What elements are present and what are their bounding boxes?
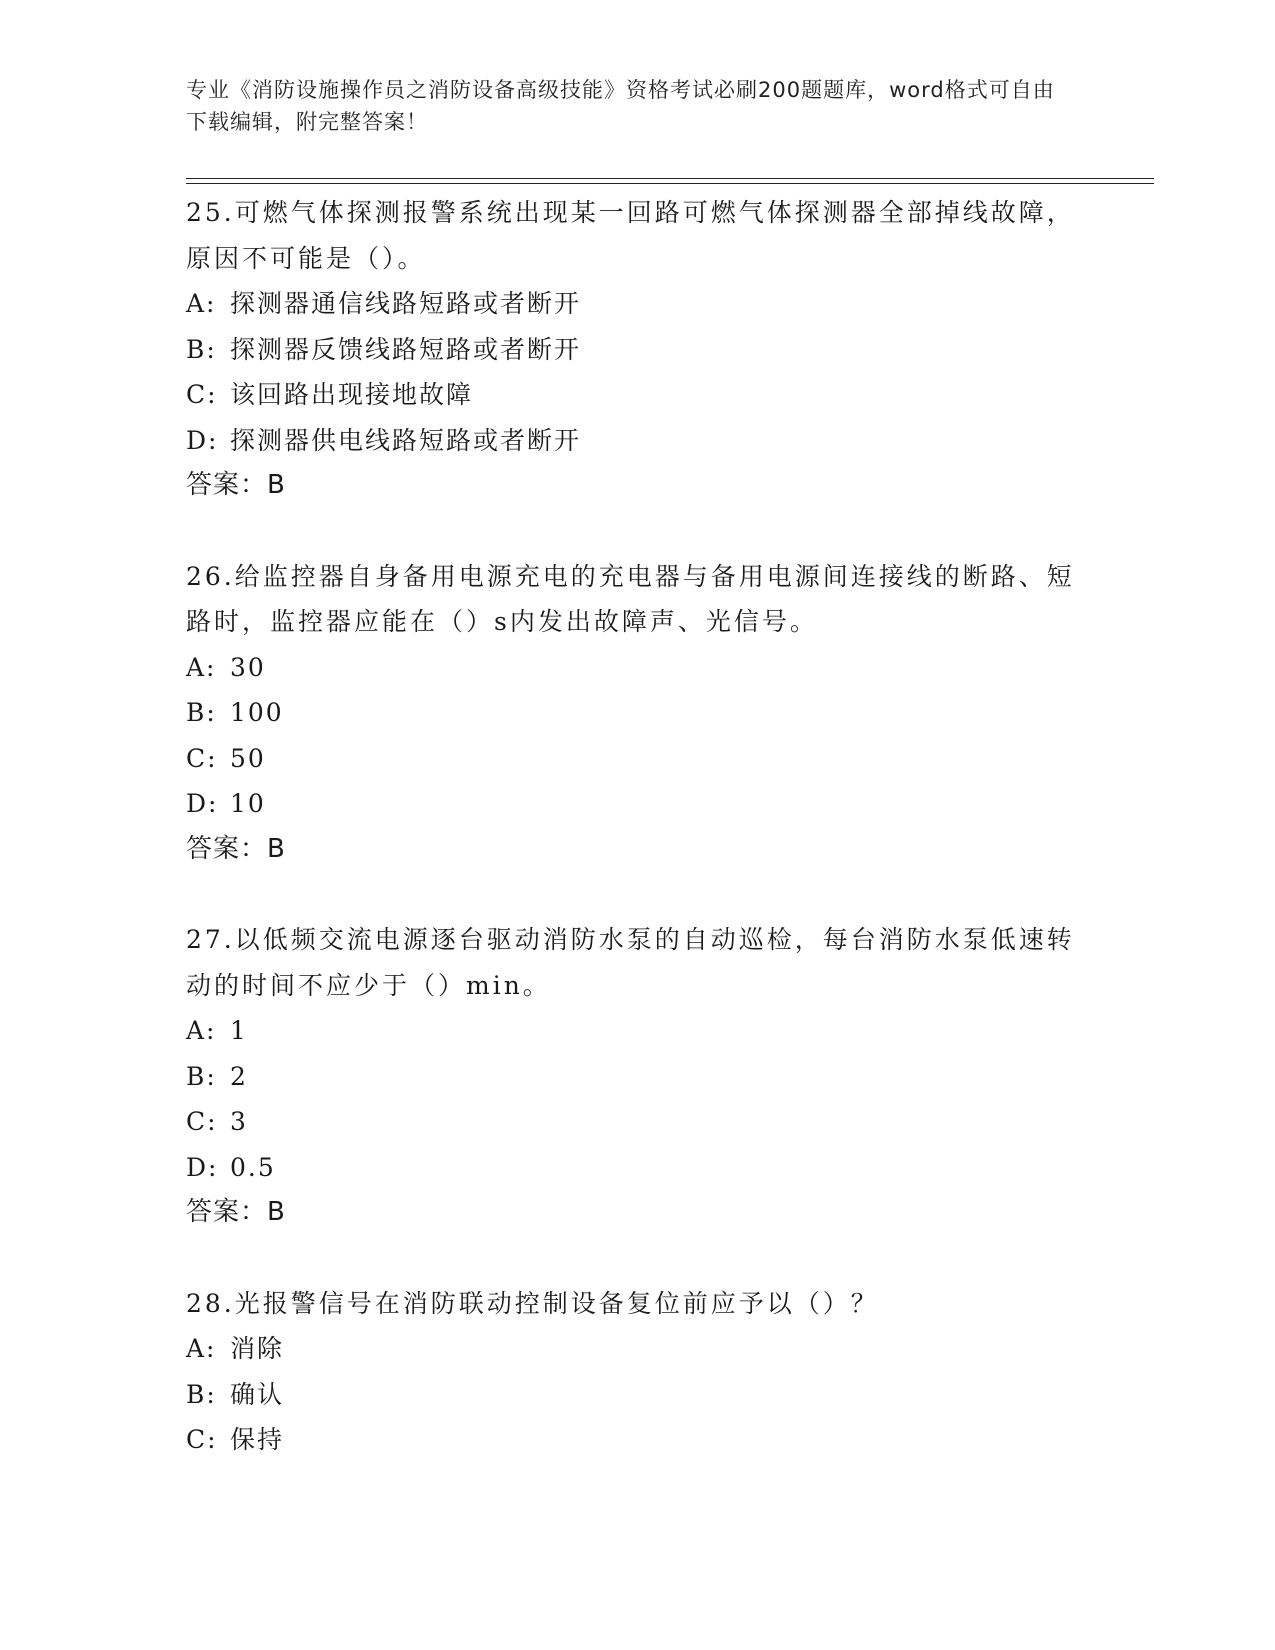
option-text: 探测器供电线路短路或者断开 [230,425,582,455]
option-a [186,645,1086,691]
option-letter: D: [186,1152,219,1182]
option-b [186,1054,1086,1100]
option-text: 2 [230,1061,248,1091]
option-c [186,372,1086,418]
option-b [186,327,1086,373]
option-letter: D: [186,425,219,455]
option-c [186,1417,1086,1463]
option-letter: A: [186,289,217,318]
option-text: 确认 [230,1379,285,1409]
header-divider-bottom [186,183,1154,184]
option-text: 3 [230,1107,248,1136]
option-text: 保持 [230,1425,285,1454]
header-divider-top [186,178,1154,179]
question-list [186,190,1086,1463]
option-c [186,1099,1086,1145]
option-letter: B: [186,1379,217,1409]
option-letter: C: [186,1425,218,1454]
question-26 [186,554,1086,873]
question-stem: 28.光报警信号在消防联动控制设备复位前应予以（）？ [186,1288,879,1318]
option-d [186,418,1086,464]
option-letter: B: [186,698,217,727]
question-28 [186,1281,1086,1463]
option-d [186,1145,1086,1191]
option-letter: B: [186,1061,217,1091]
option-text: 消除 [230,1334,285,1363]
document-header: 专业《消防设施操作员之消防设备高级技能》资格考试必刷200题题库，word格式可自由下载编辑，附完整答案！ [186,78,1055,134]
question-25 [186,190,1086,509]
answer: 答案：B [186,833,286,864]
option-text: 0.5 [230,1152,276,1182]
option-b [186,1372,1086,1418]
option-letter: C: [186,743,218,773]
option-text: 1 [230,1016,248,1045]
option-text: 该回路出现接地故障 [230,380,474,409]
option-c [186,736,1086,782]
question-stem: 27.以低频交流电源逐台驱动消防水泵的自动巡检，每台消防水泵低速转动的时间不应少于（）min。 [186,925,1075,1000]
option-letter: C: [186,1107,218,1136]
question-stem: 25.可燃气体探测报警系统出现某一回路可燃气体探测器全部掉线故障，原因不可能是（）。 [186,198,1075,273]
option-a [186,1326,1086,1372]
option-text: 10 [230,789,266,818]
answer: 答案：B [186,1197,286,1227]
option-letter: A: [186,652,217,682]
option-text: 50 [230,743,266,773]
option-letter: A: [186,1016,217,1045]
question-stem: 26.给监控器自身备用电源充电的充电器与备用电源间连接线的断路、短路时，监控器应能在（）s内发出故障声、光信号。 [186,561,1075,636]
option-a [186,281,1086,327]
question-27 [186,917,1086,1236]
option-text: 探测器通信线路短路或者断开 [230,289,582,318]
option-d [186,781,1086,827]
option-text: 探测器反馈线路短路或者断开 [230,334,582,364]
option-letter: A: [186,1334,217,1363]
option-letter: B: [186,334,217,364]
option-b [186,690,1086,736]
option-a [186,1008,1086,1054]
answer: 答案：B [186,470,286,500]
option-letter: D: [186,789,219,818]
option-text: 30 [230,652,266,682]
option-text: 100 [230,698,284,727]
option-letter: C: [186,380,218,409]
